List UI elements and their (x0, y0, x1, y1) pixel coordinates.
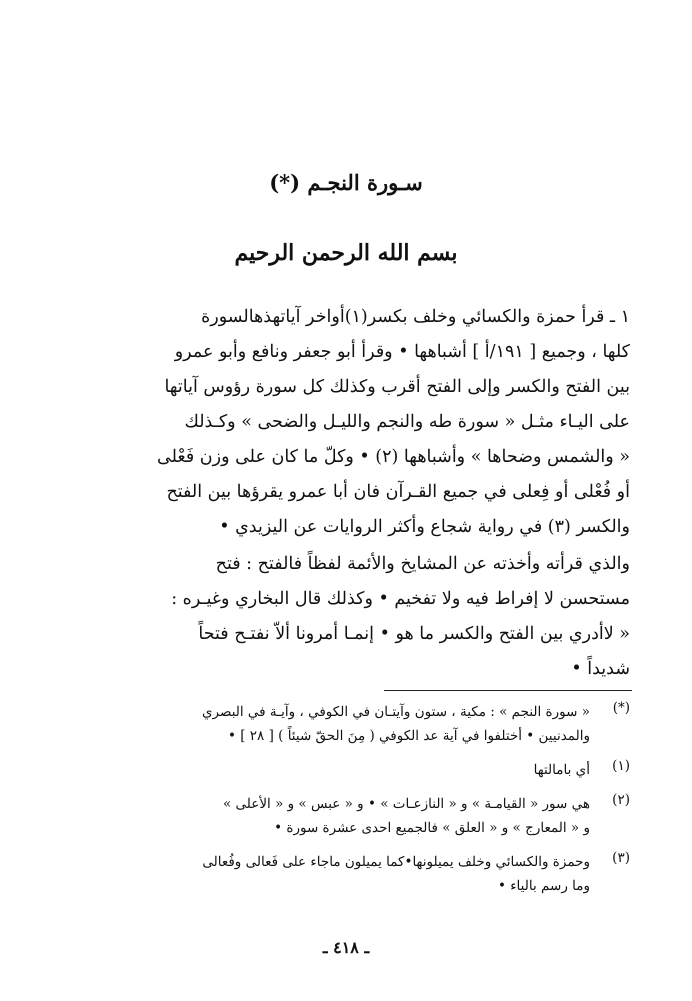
text-line: على اليـاء مثـل « سورة طه والنجم والليـل والضحى » وكـذلك (184, 412, 630, 432)
text-line: ١ ـ قرأ حمزة والكسائي وخلف بكسر(١)أواخر آياتهذهالسورة (201, 307, 630, 327)
surah-title: سـورة النجـم (*) (269, 170, 423, 195)
footnote-line: هي سور « القيامـة » و « النازعـات » • و « عبس » و « الأعلى » (223, 796, 590, 812)
footnote-line: أي بامالتها (533, 762, 590, 778)
main-paragraph-1 (60, 300, 630, 545)
footnote-mark: (*) (612, 700, 630, 716)
footnote-text (60, 758, 590, 782)
footnotes (60, 700, 630, 908)
footnote-mark: (١) (612, 758, 630, 774)
text-line: شديداً • (571, 659, 630, 679)
footnote-line: و « المعارج » و « العلق » فالجميع احدى عشرة سورة • (274, 820, 590, 836)
text-line: « لاأدري بين الفتح والكسر ما هو • إنمـا أمرونا ألاّ نفتـح فتحاً (198, 624, 630, 644)
footnote (60, 700, 630, 748)
basmala: بسم الله الرحمن الرحيم (234, 240, 458, 266)
footnote (60, 850, 630, 898)
text-line: مستحسن لا إفراط فيه ولا تفخيم • وكذلك قال البخاري وغيـره : (171, 589, 630, 609)
text-line: « والشمس وضحاها » وأشباهها (٢) • وكلّ ما كان على وزن فَعْلى (157, 447, 630, 467)
text-line: والكسر (٣) في رواية شجاع وأكثر الروايات عن اليزيدي • (219, 517, 630, 537)
text-line: أو فُعْلى أو فِعلى في جميع القـرآن فان أبا عمرو يقرؤها بين الفتح (166, 482, 630, 502)
footnote-line: والمدنيين • أختلفوا في آية عد الكوفي ( مِنَ الحقّ شيئاً ) [ ٢٨ ] • (227, 728, 590, 744)
footnote-mark: (٢) (612, 792, 630, 808)
text-line: كلها ، وجميع [ ١٩١/أ ] أشباهها • وقرأ أبو جعفر ونافع وأبو عمرو (174, 342, 630, 362)
footnote-divider (384, 690, 632, 691)
footnote (60, 758, 630, 782)
footnote-line: وما رسم بالياء • (497, 878, 590, 894)
footnote (60, 792, 630, 840)
footnote-text (60, 792, 590, 840)
footnote-text (60, 700, 590, 748)
page-number: ـ ٤١٨ ـ (322, 938, 370, 957)
footnote-line: وحمزة والكسائي وخلف يميلونها•كما يميلون ماجاء على فَعالى وفُعالى (202, 854, 590, 870)
footnote-mark: (٣) (612, 850, 630, 866)
footnote-line: « سورة النجم » : مكية ، ستون وآيتـان في الكوفي ، وآيـة في البصري (201, 704, 590, 720)
text-line: والذي قرأته وأخذته عن المشايخ والأئمة لفظاً فالفتح : فتح (215, 554, 630, 574)
footnote-text (60, 850, 590, 898)
main-paragraph-2 (60, 547, 630, 687)
text-line: بين الفتح والكسر وإلى الفتح أقرب وكذلك كل سورة رؤوس آياتها (164, 377, 630, 397)
